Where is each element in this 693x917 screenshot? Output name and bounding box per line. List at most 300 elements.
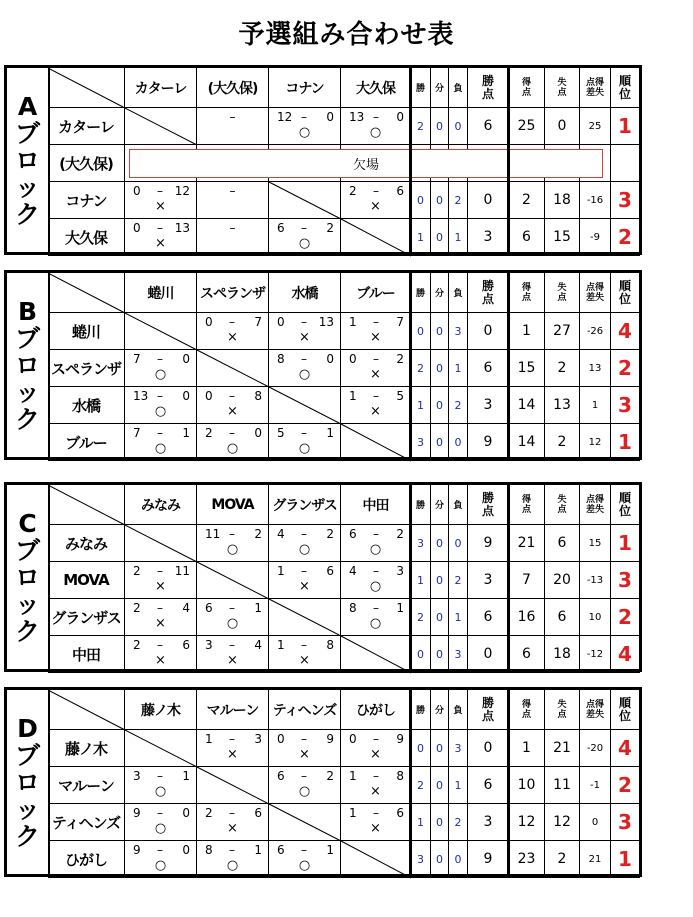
score-dash: – — [301, 843, 307, 857]
header-corner — [48, 68, 125, 108]
score-away: 6 — [326, 564, 334, 578]
separator — [507, 273, 510, 457]
block-label-char: ロ — [14, 767, 40, 797]
score-away: 6 — [396, 184, 404, 198]
stat-gf: 23 — [509, 841, 545, 878]
separator — [507, 690, 510, 874]
stat-rank: 2 — [611, 767, 640, 804]
row-team-name: ティヘンズ — [48, 804, 125, 841]
stat-gd: 21 — [580, 841, 611, 878]
block-label-char: ッ — [14, 589, 40, 619]
stat-w: 2 — [411, 599, 431, 636]
row-team-name: 蜷川 — [48, 313, 125, 350]
score-dash: – — [373, 184, 379, 198]
score-away: 0 — [254, 426, 262, 440]
result-mark: × — [155, 579, 166, 594]
result-mark: × — [155, 199, 166, 214]
match-score — [269, 767, 341, 804]
block-3 — [4, 687, 642, 877]
header-loss: 負 — [449, 485, 468, 525]
match-score — [341, 313, 411, 350]
header-points: 勝 点 — [468, 68, 509, 108]
stat-d: 0 — [431, 730, 449, 767]
row-team-name: コナン — [48, 182, 125, 219]
score-away: 1 — [254, 601, 262, 615]
stat-rank: 4 — [611, 313, 640, 350]
result-mark: ○ — [369, 616, 382, 631]
header-points: 勝 点 — [468, 690, 509, 730]
stat-d: 0 — [431, 387, 449, 424]
stat-d: 0 — [431, 525, 449, 562]
score-away: 4 — [254, 638, 262, 652]
stat-gd: 13 — [580, 350, 611, 387]
stat-gf: 2 — [509, 182, 545, 219]
stat-gf: 12 — [509, 804, 545, 841]
match-score — [197, 313, 269, 350]
separator — [507, 485, 510, 669]
score-home: 2 — [133, 638, 141, 652]
stat-gd: 1 — [580, 387, 611, 424]
result-mark: × — [227, 330, 238, 345]
score-home: 8 — [349, 601, 357, 615]
score-dash: – — [157, 806, 163, 820]
score-home: 6 — [277, 769, 285, 783]
block-label-char: C — [18, 508, 37, 538]
block-label — [7, 485, 50, 669]
row-team-name: 大久保 — [48, 219, 125, 256]
stat-ga: 0 — [545, 108, 580, 145]
score-home: 13 — [349, 110, 365, 124]
stat-gf: 15 — [509, 350, 545, 387]
separator — [409, 690, 412, 874]
score-home: 9 — [133, 806, 141, 820]
score-dash: – — [373, 352, 379, 366]
score-dash: – — [229, 638, 235, 652]
stat-ga: 2 — [545, 350, 580, 387]
score-dash: – — [157, 184, 163, 198]
stat-pts: 6 — [468, 350, 509, 387]
result-mark: ○ — [298, 367, 311, 382]
stat-gd: 15 — [580, 525, 611, 562]
row-team-name: 中田 — [48, 636, 125, 673]
match-score — [341, 730, 411, 767]
score-dash: – — [157, 389, 163, 403]
header-points: 勝 点 — [468, 485, 509, 525]
cell-self — [197, 350, 269, 387]
match-score — [341, 599, 411, 636]
match-score — [197, 804, 269, 841]
result-mark: ○ — [226, 858, 239, 873]
score-home: 0 — [133, 184, 141, 198]
score-dash: – — [157, 601, 163, 615]
score-dash: – — [373, 315, 379, 329]
match-score — [269, 562, 341, 599]
stat-w: 3 — [411, 424, 431, 461]
score-dash: – — [229, 601, 235, 615]
match-score — [125, 767, 197, 804]
score-away: 1 — [396, 601, 404, 615]
stat-d: 0 — [431, 804, 449, 841]
stat-l: 2 — [449, 562, 468, 599]
header-ga: 失 点 — [545, 68, 580, 108]
stat-gd: -13 — [580, 562, 611, 599]
block-label-char: ブ — [14, 118, 40, 148]
score-away: 3 — [396, 564, 404, 578]
score-away: 1 — [326, 426, 334, 440]
score-home: 8 — [277, 352, 285, 366]
score-away: 8 — [396, 769, 404, 783]
score-home: 1 — [205, 732, 213, 746]
stat-rank: 3 — [611, 182, 640, 219]
stat-w: 1 — [411, 562, 431, 599]
score-home: 13 — [133, 389, 149, 403]
score-home: 12 — [277, 110, 293, 124]
score-away: 2 — [254, 527, 262, 541]
match-score — [197, 525, 269, 562]
score-dash: – — [301, 527, 307, 541]
score-away: 2 — [326, 527, 334, 541]
header-win: 勝 — [411, 68, 431, 108]
stat-gd: -20 — [580, 730, 611, 767]
result-mark: ○ — [226, 616, 239, 631]
column-header-team: 大久保 — [341, 68, 411, 108]
stat-l: 0 — [449, 841, 468, 878]
stat-gd: -9 — [580, 219, 611, 256]
stat-ga: 11 — [545, 767, 580, 804]
cell-self — [269, 804, 341, 841]
stat-pts: 9 — [468, 424, 509, 461]
match-score — [197, 424, 269, 461]
stat-l: 3 — [449, 313, 468, 350]
score-away: 1 — [182, 426, 190, 440]
result-mark: × — [370, 330, 381, 345]
block-label-char: D — [17, 713, 38, 743]
result-mark: ○ — [298, 858, 311, 873]
block-label-char: ロ — [14, 562, 40, 592]
score-away: 2 — [326, 769, 334, 783]
separator — [409, 485, 412, 669]
row-team-name: スペランザ — [48, 350, 125, 387]
column-header-team: ひがし — [341, 690, 411, 730]
result-mark: × — [227, 404, 238, 419]
score-dash: – — [157, 769, 163, 783]
score-dash: – — [229, 389, 235, 403]
block-label-char: ク — [14, 404, 40, 434]
score-dash: – — [157, 843, 163, 857]
score-dash: – — [301, 732, 307, 746]
stat-d: 0 — [431, 767, 449, 804]
score-away: 8 — [326, 638, 334, 652]
header-ga: 失 点 — [545, 273, 580, 313]
stat-ga: 2 — [545, 424, 580, 461]
row-team-name: 藤ノ木 — [48, 730, 125, 767]
match-score — [197, 387, 269, 424]
result-mark: ○ — [226, 542, 239, 557]
result-mark: × — [299, 579, 310, 594]
separator — [507, 68, 510, 252]
score-dash: – — [301, 564, 307, 578]
cell-dash: – — [197, 108, 269, 145]
match-score — [341, 525, 411, 562]
stat-gf: 1 — [509, 313, 545, 350]
score-home: 6 — [277, 843, 285, 857]
page-title: 予選組み合わせ表 — [238, 20, 455, 50]
score-dash: – — [373, 110, 379, 124]
block-label-char: ロ — [14, 350, 40, 380]
match-score — [125, 219, 197, 256]
cell-empty — [611, 145, 640, 182]
result-mark: × — [370, 199, 381, 214]
stat-w: 1 — [411, 387, 431, 424]
stat-w: 2 — [411, 767, 431, 804]
stat-l: 3 — [449, 730, 468, 767]
header-corner — [48, 273, 125, 313]
stat-d: 0 — [431, 350, 449, 387]
result-mark: ○ — [369, 542, 382, 557]
header-gf: 得 点 — [509, 485, 545, 525]
header-win: 勝 — [411, 485, 431, 525]
result-mark: × — [299, 330, 310, 345]
result-mark: ○ — [298, 784, 311, 799]
match-score — [125, 599, 197, 636]
header-gd: 点得 差失 — [580, 690, 611, 730]
cell-self — [341, 636, 411, 673]
stat-gf: 16 — [509, 599, 545, 636]
stat-w: 0 — [411, 313, 431, 350]
header-win: 勝 — [411, 273, 431, 313]
column-header-team: (大久保) — [197, 68, 269, 108]
stat-rank: 1 — [611, 424, 640, 461]
result-mark: ○ — [154, 367, 167, 382]
stat-rank: 1 — [611, 841, 640, 878]
result-mark: ○ — [154, 858, 167, 873]
header-gd: 点得 差失 — [580, 273, 611, 313]
row-team-name: グランザス — [48, 599, 125, 636]
result-mark: ○ — [298, 125, 311, 140]
score-dash: – — [301, 315, 307, 329]
match-score — [125, 841, 197, 878]
cell-dash: – — [197, 182, 269, 219]
stat-l: 2 — [449, 387, 468, 424]
row-team-name: マルーン — [48, 767, 125, 804]
score-home: 1 — [349, 806, 357, 820]
score-home: 4 — [277, 527, 285, 541]
result-mark: × — [227, 653, 238, 668]
score-away: 2 — [396, 352, 404, 366]
stat-rank: 1 — [611, 108, 640, 145]
block-label-char: A — [17, 91, 38, 121]
column-header-team: グランザス — [269, 485, 341, 525]
score-dash: – — [373, 564, 379, 578]
column-header-team: スペランザ — [197, 273, 269, 313]
score-dash: – — [229, 426, 235, 440]
header-rank: 順 位 — [611, 68, 640, 108]
stat-l: 0 — [449, 108, 468, 145]
header-draw: 分 — [431, 68, 449, 108]
stat-d: 0 — [431, 424, 449, 461]
stat-gf: 10 — [509, 767, 545, 804]
result-mark: × — [227, 747, 238, 762]
score-home: 0 — [349, 352, 357, 366]
score-dash: – — [229, 806, 235, 820]
result-mark: × — [299, 747, 310, 762]
stat-gf: 14 — [509, 424, 545, 461]
score-away: 0 — [182, 806, 190, 820]
score-home: 5 — [277, 426, 285, 440]
cell-self — [125, 108, 197, 145]
score-dash: – — [157, 352, 163, 366]
score-away: 1 — [254, 843, 262, 857]
stat-pts: 6 — [468, 108, 509, 145]
stat-gf: 21 — [509, 525, 545, 562]
score-home: 0 — [205, 315, 213, 329]
header-points: 勝 点 — [468, 273, 509, 313]
score-dash: – — [301, 221, 307, 235]
stat-d: 0 — [431, 313, 449, 350]
stat-gd: -26 — [580, 313, 611, 350]
row-team-name: (大久保) — [48, 145, 125, 182]
block-label-char: ロ — [14, 145, 40, 175]
score-dash: – — [157, 221, 163, 235]
match-score — [197, 636, 269, 673]
stat-gd: 25 — [580, 108, 611, 145]
match-score — [125, 350, 197, 387]
header-corner — [48, 690, 125, 730]
stat-gf: 6 — [509, 219, 545, 256]
score-away: 6 — [396, 806, 404, 820]
stat-d: 0 — [431, 636, 449, 673]
stat-rank: 3 — [611, 562, 640, 599]
row-team-name: 水橋 — [48, 387, 125, 424]
score-home: 3 — [133, 769, 141, 783]
match-score — [269, 350, 341, 387]
match-score — [341, 804, 411, 841]
stat-pts: 0 — [468, 730, 509, 767]
column-header-team: ブルー — [341, 273, 411, 313]
score-dash: – — [157, 564, 163, 578]
score-away: 0 — [326, 352, 334, 366]
score-dash: – — [301, 769, 307, 783]
stat-pts: 9 — [468, 841, 509, 878]
header-rank: 順 位 — [611, 690, 640, 730]
block-label — [7, 273, 50, 457]
stat-rank: 2 — [611, 350, 640, 387]
match-score — [125, 182, 197, 219]
stat-ga: 6 — [545, 525, 580, 562]
stat-rank: 3 — [611, 387, 640, 424]
score-away: 11 — [174, 564, 190, 578]
row-team-name: MOVA — [48, 562, 125, 599]
stat-ga: 2 — [545, 841, 580, 878]
score-home: 0 — [349, 732, 357, 746]
score-dash: – — [301, 426, 307, 440]
header-corner — [48, 485, 125, 525]
header-win: 勝 — [411, 690, 431, 730]
score-home: 3 — [205, 638, 213, 652]
score-away: 9 — [326, 732, 334, 746]
block-0 — [4, 65, 642, 255]
block-label-char: ク — [14, 821, 40, 851]
stat-ga: 18 — [545, 182, 580, 219]
stat-pts: 3 — [468, 562, 509, 599]
match-score — [269, 424, 341, 461]
stat-pts: 0 — [468, 313, 509, 350]
result-mark: ○ — [154, 784, 167, 799]
stat-w: 1 — [411, 219, 431, 256]
block-label-char: ブ — [14, 535, 40, 565]
score-away: 6 — [182, 638, 190, 652]
match-score — [125, 424, 197, 461]
match-score — [197, 841, 269, 878]
score-home: 2 — [205, 426, 213, 440]
block-label-char: ッ — [14, 794, 40, 824]
header-rank: 順 位 — [611, 273, 640, 313]
stat-ga: 21 — [545, 730, 580, 767]
score-home: 1 — [349, 769, 357, 783]
stat-gf: 7 — [509, 562, 545, 599]
result-mark: × — [155, 236, 166, 251]
stat-gf: 25 — [509, 108, 545, 145]
score-away: 7 — [254, 315, 262, 329]
stat-gf: 14 — [509, 387, 545, 424]
block-label-char: ッ — [14, 377, 40, 407]
score-dash: – — [373, 769, 379, 783]
row-team-name: みなみ — [48, 525, 125, 562]
stat-l: 1 — [449, 219, 468, 256]
match-score — [341, 350, 411, 387]
score-home: 2 — [133, 601, 141, 615]
score-away: 7 — [396, 315, 404, 329]
result-mark: × — [155, 653, 166, 668]
result-mark: ○ — [369, 125, 382, 140]
result-mark: × — [227, 821, 238, 836]
column-header-team: みなみ — [125, 485, 197, 525]
score-away: 2 — [326, 221, 334, 235]
separator — [409, 273, 412, 457]
match-score — [269, 636, 341, 673]
score-away: 0 — [182, 843, 190, 857]
match-score — [269, 313, 341, 350]
stat-gd: 10 — [580, 599, 611, 636]
block-label-char: ク — [14, 199, 40, 229]
score-home: 0 — [205, 389, 213, 403]
stat-d: 0 — [431, 182, 449, 219]
row-team-name: カターレ — [48, 108, 125, 145]
match-score — [341, 767, 411, 804]
cell-self — [197, 562, 269, 599]
cell-self — [269, 387, 341, 424]
score-home: 1 — [277, 638, 285, 652]
result-mark: × — [155, 616, 166, 631]
score-dash: – — [373, 527, 379, 541]
match-score — [341, 387, 411, 424]
score-home: 0 — [277, 732, 285, 746]
cell-self — [269, 182, 341, 219]
stat-pts: 0 — [468, 636, 509, 673]
stat-l: 1 — [449, 599, 468, 636]
result-mark: × — [370, 784, 381, 799]
absent-banner: 欠場 — [129, 149, 603, 178]
result-mark: ○ — [154, 821, 167, 836]
score-dash: – — [373, 601, 379, 615]
stat-d: 0 — [431, 108, 449, 145]
score-dash: – — [301, 110, 307, 124]
stat-w: 3 — [411, 525, 431, 562]
stat-gd: 0 — [580, 804, 611, 841]
match-score — [197, 599, 269, 636]
match-score — [125, 636, 197, 673]
match-score — [269, 841, 341, 878]
